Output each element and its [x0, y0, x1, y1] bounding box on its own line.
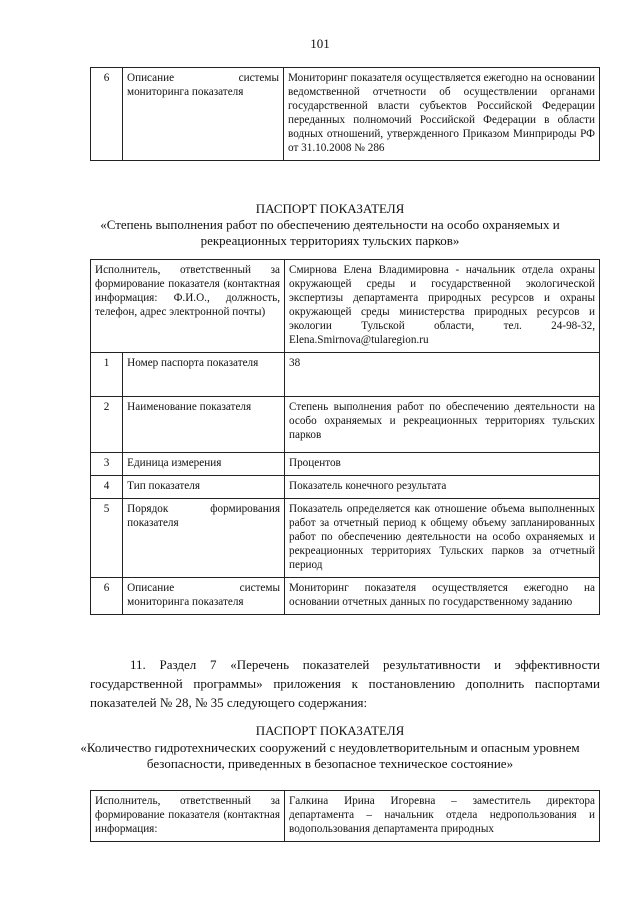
row-label: Порядок формирования показателя — [123, 499, 285, 578]
row-number: 1 — [91, 353, 123, 397]
passport-1-title: ПАСПОРТ ПОКАЗАТЕЛЯ — [255, 201, 405, 216]
table-row — [91, 68, 600, 161]
executor-label: Исполнитель, ответственный за формирование показателя (контактная информация: — [91, 791, 285, 842]
table-row — [91, 453, 600, 476]
table-continuation — [90, 67, 600, 161]
row-label: Тип показателя — [123, 476, 285, 499]
row-label: Описание системы мониторинга показателя — [123, 578, 285, 615]
row-number: 3 — [91, 453, 123, 476]
row-value: Процентов — [285, 453, 600, 476]
row-number: 2 — [91, 397, 123, 453]
amendment-paragraph: 11. Раздел 7 «Перечень показателей результативности и эффективности государственной программы» приложения к постановлению дополнить паспортами показателей № 28, № 35 следующего содержания: — [90, 657, 600, 710]
passport-1-table — [90, 259, 600, 615]
executor-label: Исполнитель, ответственный за формирование показателя (контактная информация: Ф.И.О., должность, телефон, адрес электронной почты) — [91, 260, 285, 353]
row-value: Мониторинг показателя осуществляется ежегодно на основании ведомственной отчетности об осуществлении органами государственной власти субъектов Российской Федерации переданных полномочий Российской Федерации в области водных отношений, утвержденного Приказом Минприроды РФ от 31.10.2008 № 286 — [284, 68, 600, 161]
row-value: Показатель конечного результата — [285, 476, 600, 499]
table-row — [91, 260, 600, 353]
row-label: Наименование показателя — [123, 397, 285, 453]
passport-2-subtitle: «Количество гидротехнических сооружений с неудовлетворительным и опасным уровнем безопасности, приведенных в безопасное техническое состояние» — [80, 740, 580, 771]
table-row — [91, 397, 600, 453]
executor-value: Галкина Ирина Игоревна – заместитель директора департамента – начальник отдела недропользования и водопользования департамента природных — [285, 791, 600, 842]
passport-1-subtitle: «Степень выполнения работ по обеспечению деятельности на особо охраняемых и рекреационных территориях тульских парков» — [100, 217, 560, 248]
passport-2-table — [90, 790, 600, 842]
page-number: 101 — [310, 36, 330, 51]
row-value: Степень выполнения работ по обеспечению деятельности на особо охраняемых и рекреационных территориях тульских парков — [285, 397, 600, 453]
table-row — [91, 476, 600, 499]
table-row — [91, 791, 600, 842]
table-row — [91, 353, 600, 397]
row-number: 6 — [91, 578, 123, 615]
passport-2-title: ПАСПОРТ ПОКАЗАТЕЛЯ — [255, 723, 405, 738]
row-value: Показатель определяется как отношение объема выполненных работ за отчетный период к общему объему запланированных работ по обеспечению деятельности на особо охраняемых и рекреационных территориях Тульских парков за отчетный период — [285, 499, 600, 578]
row-value: 38 — [285, 353, 600, 397]
row-number: 6 — [91, 68, 123, 161]
row-label: Номер паспорта показателя — [123, 353, 285, 397]
row-label: Единица измерения — [123, 453, 285, 476]
table-row — [91, 499, 600, 578]
row-value: Мониторинг показателя осуществляется ежегодно на основании отчетных данных по государственному заданию — [285, 578, 600, 615]
row-label: Описание системы мониторинга показателя — [123, 68, 284, 161]
executor-value: Смирнова Елена Владимировна - начальник отдела охраны окружающей среды и государственной экологической экспертизы департамента природных ресурсов и охраны окружающей среды министерства природных ресурсов и экологии Тульской области, тел. 24-98-32, Elena.Smirnova@tularegion.ru — [285, 260, 600, 353]
table-row — [91, 578, 600, 615]
row-number: 4 — [91, 476, 123, 499]
row-number: 5 — [91, 499, 123, 578]
